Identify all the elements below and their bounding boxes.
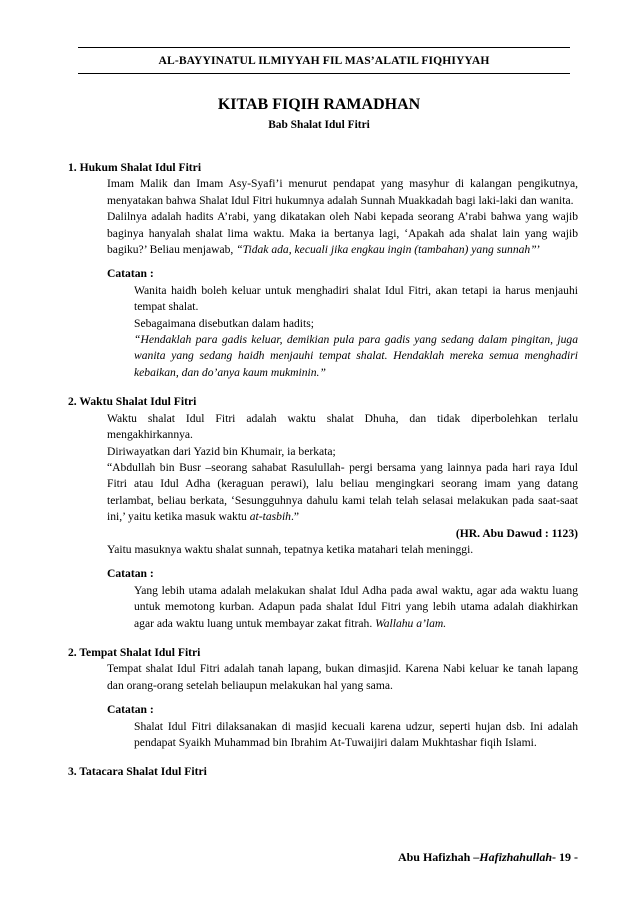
- paragraph-text: Dalilnya adalah hadits A’rabi, yang dikatakan oleh Nabi kepada seorang A’rabi bahwa yang wajib baginya hanyalah shalat lima waktu. Maka ia bertanya lagi, ‘Apakah ada shalat lain yang wajib bagiku?’ Beliau menjawab,: [107, 210, 578, 257]
- note-label: Catatan :: [107, 703, 154, 717]
- note-paragraph: [134, 583, 578, 632]
- hadith-reference: (HR. Abu Dawud : 1123): [455, 526, 578, 540]
- note-paragraph: Sebagaimana disebutkan dalam hadits;: [134, 316, 314, 330]
- header-top-rule: [78, 47, 570, 48]
- paragraph: Waktu shalat Idul Fitri adalah waktu shalat Dhuha, dan tidak diperbolehkan terlalu mengakhirkannya.: [107, 411, 578, 442]
- quote-italic: “Tidak ada, kecuali jika engkau ingin (tambahan) yang sunnah”: [236, 243, 537, 257]
- section-heading-hukum: 1. Hukum Shalat Idul Fitri: [68, 161, 202, 174]
- closing-italic: Wallahu a’lam.: [375, 616, 447, 630]
- document-body: [68, 160, 578, 781]
- section-heading-tempat: 2. Tempat Shalat Idul Fitri: [68, 645, 201, 659]
- note-paragraph: Shalat Idul Fitri dilaksanakan di masjid kecuali karena udzur, seperti hujan dsb. Ini adalah pendapat Syaikh Muhammad bin Ibrahim At-Tuwaijiri dalam Mukhtashar fiqih Islami.: [134, 719, 578, 749]
- paragraph: [107, 209, 578, 258]
- quote-close: .”: [290, 510, 300, 524]
- note-paragraph: Wanita haidh boleh keluar untuk menghadiri shalat Idul Fitri, akan tetapi ia harus menjauhi tempat shalat.: [134, 283, 578, 314]
- section-heading-waktu: 2. Waktu Shalat Idul Fitri: [68, 395, 197, 409]
- paragraph: Diriwayatkan dari Yazid bin Khumair, ia berkata;: [107, 444, 336, 458]
- paragraph-text: “Abdullah bin Busr –seorang sahabat Rasulullah- pergi bersama yang lainnya pada hari raya Idul Fitri atau Idul Adha (keraguan perawi), lalu beliau mengingkari seorang imam yang datang terlambat, beliau berkata, ‘Sesungguhnya dahulu kami telah telah selasai melakukan pada saat-saat ini,’ yaitu ketika masuk waktu: [107, 460, 578, 524]
- page-title: KITAB FIQIH RAMADHAN: [217, 96, 421, 113]
- paragraph: Tempat shalat Idul Fitri adalah tanah lapang, bukan dimasjid. Karena Nabi keluar ke tanah lapang dan orang-orang setelah beliaupun melakukan hal yang sama.: [107, 662, 578, 692]
- term-italic: at-tasbih: [249, 510, 291, 524]
- page-number: - 19 -: [552, 850, 578, 864]
- note-label: Catatan :: [107, 267, 154, 281]
- running-header: AL-BAYYINATUL ILMIYYAH FIL MAS’ALATIL FIQHIYYAH: [158, 54, 490, 67]
- paragraph: Yaitu masuknya waktu shalat sunnah, tepatnya ketika matahari telah meninggi.: [107, 542, 474, 556]
- quote-close: ’: [536, 243, 541, 257]
- note-quote: “Hendaklah para gadis keluar, demikian pula para gadis yang sedang dalam pingitan, juga wanita yang sedang haidh menjauhi tempat shalat. Hendaklah mereka semua menghadiri kebaikan, dan do’anya kaum mukminin.”: [134, 333, 578, 379]
- section-heading-tatacara: 3. Tatacara Shalat Idul Fitri: [68, 765, 207, 779]
- note-text: Yang lebih utama adalah melakukan shalat Idul Adha pada awal waktu, agar ada waktu luang untuk memotong kurban. Adapun pada shalat Idul Fitri yang lebih utama adalah diakhirkan agar ada waktu luang untuk membayar zakat fitrah.: [134, 583, 578, 630]
- footer-honorific: Hafizhahullah: [479, 850, 552, 864]
- header-bottom-rule: [78, 73, 570, 74]
- footer-author: Abu Hafizhah –: [397, 850, 480, 864]
- paragraph: [107, 460, 578, 526]
- note-label: Catatan :: [107, 567, 154, 581]
- paragraph: Imam Malik dan Imam Asy-Syafi’i menurut pendapat yang masyhur di kalangan pengikutnya, menyatakan bahwa Shalat Idul Fitri hukumnya adalah Sunnah Muakkadah bagi laki-laki dan wanita.: [107, 177, 578, 207]
- page-subtitle: Bab Shalat Idul Fitri: [268, 119, 370, 131]
- page-footer: [398, 850, 578, 865]
